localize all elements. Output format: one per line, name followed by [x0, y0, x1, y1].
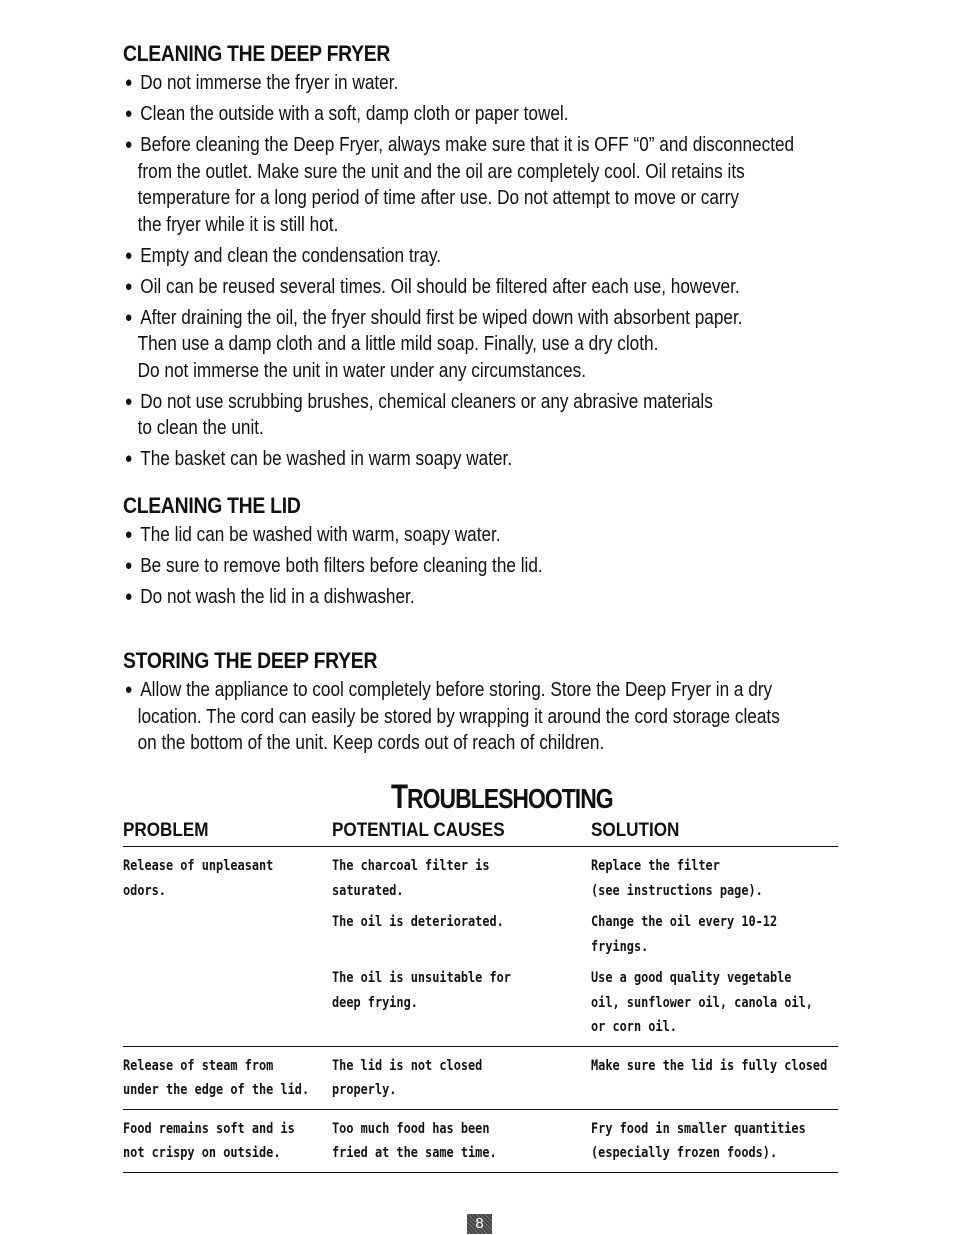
section-heading: CLEANING THE LID [123, 493, 301, 518]
cleaning-fryer-section [123, 38, 933, 477]
cause-cell [332, 854, 489, 903]
list-item-line: Be sure to remove both filters before cleaning the lid. [140, 555, 543, 577]
table-header [123, 818, 838, 847]
cell-line: Release of unpleasant [123, 858, 274, 874]
bullet-icon: ● [124, 588, 133, 605]
list-item-line: Before cleaning the Deep Fryer, always make sure that it is OFF “0” and disconnected [140, 134, 795, 156]
table-body [123, 847, 838, 1173]
list-item-line: The lid can be washed with warm, soapy water. [140, 524, 501, 546]
list-item [123, 70, 820, 97]
title-rest: ROUBLESHOOTING [407, 783, 613, 814]
solution-cell [591, 1054, 827, 1079]
list-item [123, 305, 820, 385]
list-item-line: After draining the oil, the fryer should first be wiped down with absorbent paper. [140, 306, 743, 329]
cell-line: deep frying. [332, 994, 418, 1011]
bullet-icon: ● [124, 246, 133, 264]
list-item-line: Do not wash the lid in a dishwasher. [140, 586, 415, 608]
cell-line: Food remains soft and is [123, 1120, 295, 1137]
cell-line: oil, sunflower oil, canola oil, [591, 994, 813, 1011]
problem-cell [123, 854, 273, 903]
solution-cell [591, 966, 813, 1040]
cell-line: (especially frozen foods). [591, 1145, 778, 1161]
cell-line: (see instructions page). [591, 882, 763, 899]
cell-line: The lid is not closed [332, 1057, 483, 1074]
bullet-list [123, 677, 933, 757]
cell-line: Too much food has been [332, 1120, 490, 1137]
cause-cell [332, 966, 511, 1015]
list-item-line: Do not use scrubbing brushes, chemical cleaners or any abrasive materials [140, 390, 713, 413]
bullet-icon: ● [124, 450, 133, 467]
list-item-line: Clean the outside with a soft, damp cloth or paper towel. [140, 103, 569, 125]
solution-cell [591, 1117, 806, 1166]
list-item [123, 677, 820, 757]
bullet-list [123, 70, 933, 473]
list-item [123, 522, 820, 549]
cell-line: odors. [123, 882, 166, 899]
section-heading: STORING THE DEEP FRYER [123, 648, 378, 673]
bullet-icon: ● [124, 308, 133, 326]
list-item [123, 553, 820, 580]
page-number: 8 [467, 1214, 492, 1234]
troubleshooting-table [123, 818, 838, 1173]
list-item-line: Empty and clean the condensation tray. [140, 244, 442, 267]
list-item-line: location. The cord can easily be stored by wrapping it around the cord storage cleats [137, 705, 780, 728]
list-item-line: Do not immerse the fryer in water. [140, 72, 399, 94]
solution-cell [591, 854, 763, 903]
list-item-line: Do not immerse the unit in water under any circumstances. [137, 359, 586, 382]
problem-cell [123, 1117, 295, 1166]
list-item-line: from the outlet. Make sure the unit and the oil are completely cool. Oil retains its [137, 160, 745, 183]
cell-line: properly. [332, 1082, 397, 1098]
bullet-icon: ● [124, 105, 133, 122]
bullet-icon: ● [124, 136, 133, 153]
table-row [123, 847, 838, 1047]
problem-cell [123, 1054, 309, 1103]
list-item [123, 274, 820, 301]
list-item [123, 132, 820, 238]
bullet-icon: ● [124, 681, 133, 698]
bullet-icon: ● [124, 74, 133, 91]
cause-cell [332, 910, 504, 935]
cell-line: The charcoal filter is [332, 858, 490, 874]
cell-line: fried at the same time. [332, 1145, 497, 1161]
cell-line: not crispy on outside. [123, 1145, 281, 1161]
bullet-icon: ● [124, 392, 133, 410]
cell-line: saturated. [332, 882, 404, 899]
cell-line: Make sure the lid is fully closed [591, 1057, 828, 1074]
bullet-icon: ● [124, 557, 133, 574]
cell-line: Fry food in smaller quantities [591, 1120, 806, 1137]
cell-line: The oil is unsuitable for [332, 970, 511, 986]
bullet-icon: ● [124, 277, 133, 295]
list-item [123, 584, 820, 611]
solution-cell [591, 910, 777, 959]
bullet-list [123, 522, 933, 611]
cleaning-lid-section [123, 490, 933, 615]
list-item-line: to clean the unit. [137, 417, 264, 439]
list-item-line: on the bottom of the unit. Keep cords out of reach of children. [137, 732, 605, 754]
list-item-line: temperature for a long period of time after use. Do not attempt to move or carry [137, 187, 739, 209]
cell-line: Change the oil every 10-12 [591, 914, 778, 930]
list-item-line: Then use a damp cloth and a little mild soap. Finally, use a dry cloth. [137, 333, 659, 355]
cell-line: fryings. [591, 938, 649, 955]
list-item-line: The basket can be washed in warm soapy water. [140, 448, 513, 470]
list-item [123, 389, 820, 442]
list-item-line: Oil can be reused several times. Oil should be filtered after each use, however. [140, 275, 740, 298]
section-heading: CLEANING THE DEEP FRYER [123, 41, 391, 66]
list-item [123, 101, 820, 128]
title-initial: T [391, 778, 408, 816]
list-item [123, 446, 820, 473]
cause-cell [332, 1054, 482, 1103]
table-row [123, 1110, 838, 1173]
cell-line: The oil is deteriorated. [332, 914, 504, 930]
header-causes: POTENTIAL CAUSES [332, 820, 505, 841]
cell-line: Release of steam from [123, 1057, 274, 1074]
cell-line: or corn oil. [591, 1019, 677, 1035]
cell-line: Use a good quality vegetable [591, 970, 792, 986]
cell-line: under the edge of the lid. [123, 1082, 310, 1098]
cause-cell [332, 1117, 497, 1166]
table-row [123, 1047, 838, 1110]
header-solution: SOLUTION [591, 820, 680, 841]
list-item-line: the fryer while it is still hot. [137, 213, 339, 236]
cell-line: Replace the filter [591, 858, 720, 874]
list-item-line: Allow the appliance to cool completely before storing. Store the Deep Fryer in a dry [140, 679, 773, 701]
storing-section [123, 645, 933, 761]
header-problem: PROBLEM [123, 820, 209, 841]
troubleshooting-title [391, 778, 613, 817]
list-item [123, 243, 820, 270]
bullet-icon: ● [124, 526, 133, 543]
